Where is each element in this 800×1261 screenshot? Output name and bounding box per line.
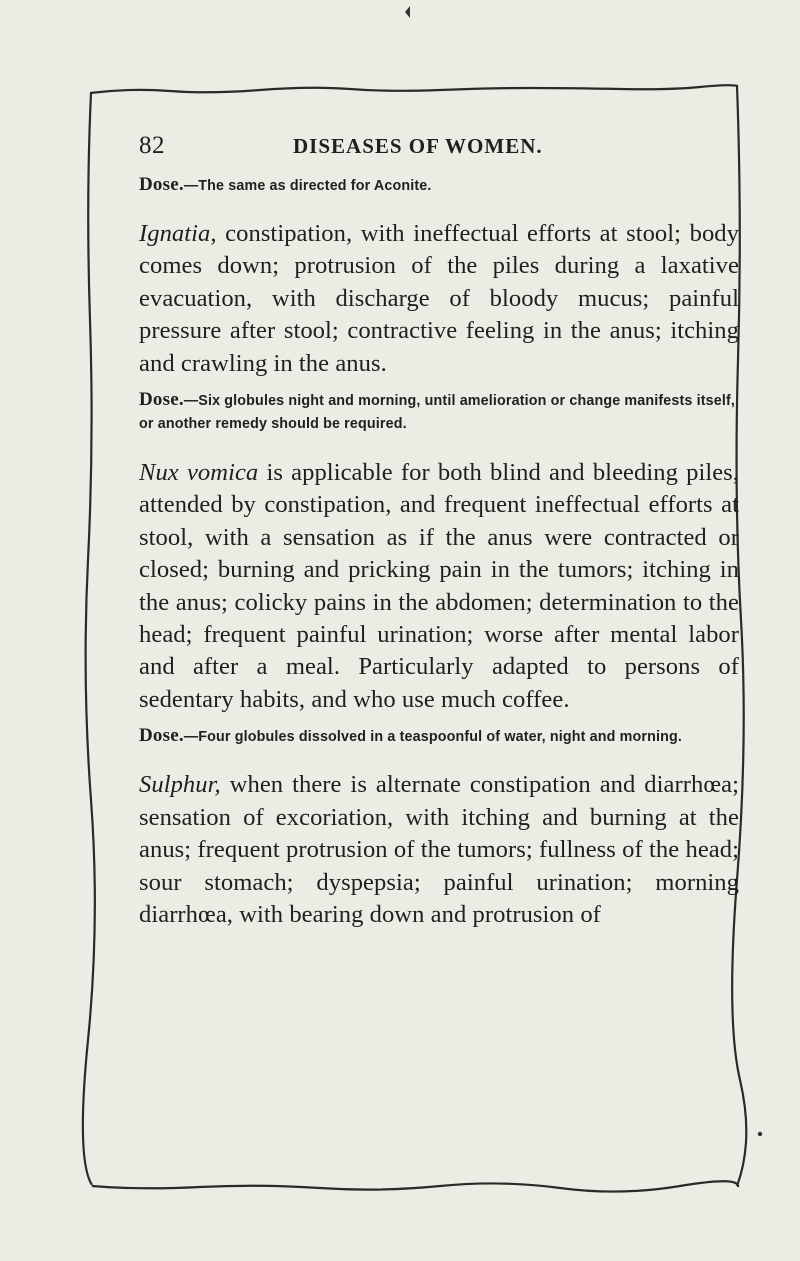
remedy-text: when there is alternate constipation and diarrhœa; sensation of excoriation, with itching and burning at the anus; frequent protrusion of the tumors; fullness of the head; sour stomach; dyspepsia; painful urination; morning diarrhœa, with bearing down and protrusion of bbox=[139, 771, 739, 928]
dose-label: Dose. bbox=[139, 725, 184, 747]
frame-top-edge bbox=[90, 85, 738, 93]
frame-bottom-edge bbox=[92, 1181, 738, 1191]
dose-note-aconite bbox=[139, 174, 739, 197]
dose-label: Dose. bbox=[139, 174, 184, 195]
frame-left-edge bbox=[83, 93, 95, 1185]
remedy-name: Sulphur, bbox=[139, 771, 221, 799]
remedy-paragraph-nux-vomica bbox=[139, 457, 739, 716]
running-head bbox=[139, 132, 739, 168]
dose-text: —The same as directed for Aconite. bbox=[183, 178, 432, 194]
remedy-name: Nux vomica bbox=[139, 459, 259, 487]
remedy-paragraph-sulphur bbox=[139, 769, 739, 931]
running-title: DISEASES OF WOMEN. bbox=[293, 134, 543, 158]
dose-label: Dose. bbox=[139, 389, 184, 411]
remedy-paragraph-ignatia bbox=[139, 218, 739, 380]
remedy-text: constipation, with ineffectual efforts at stool; body comes down; protrusion of the piles during a laxative evacuation, with discharge of bloody mucus; painful pressure after stool; contractive feeling in the anus; itching and crawling in the anus. bbox=[139, 220, 739, 377]
top-margin-mark bbox=[405, 6, 410, 18]
remedy-text: is applicable for both blind and bleeding piles, attended by constipation, and frequent ineffectual efforts at stool, with a sensation as if the anus were contracted or closed; burning and pricking pain in the tumors; itching in the anus; colicky pains in the abdomen; determination to the head; frequent painful urination; worse after mental labor and after a meal. Particularly adapted to persons of sedentary habits, and who use much coffee. bbox=[139, 459, 739, 713]
dose-text: —Four globules dissolved in a teaspoonful of water, night and morning. bbox=[183, 729, 683, 746]
right-margin-speck bbox=[758, 1132, 762, 1136]
page-content bbox=[139, 132, 739, 931]
dose-text: —Six globules night and morning, until amelioration or change manifests itself, or another remedy should be required. bbox=[139, 393, 736, 433]
page-number: 82 bbox=[139, 132, 165, 159]
dose-note-ignatia bbox=[139, 389, 739, 435]
dose-note-nux-vomica bbox=[139, 725, 739, 748]
remedy-name: Ignatia, bbox=[139, 220, 217, 247]
